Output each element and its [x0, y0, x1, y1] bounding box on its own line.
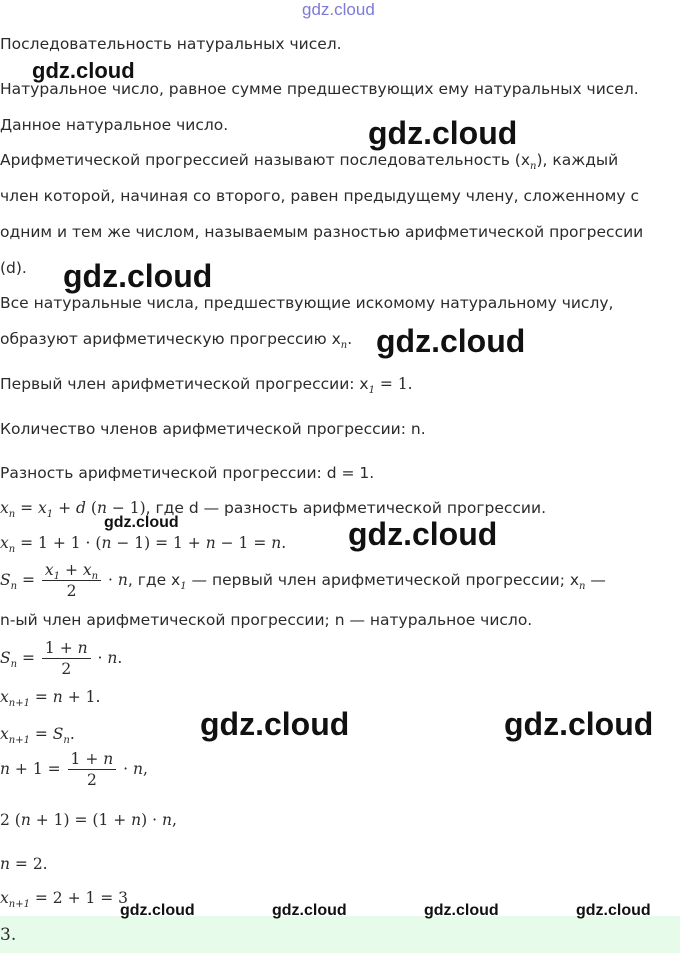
- watermark-logo: gdz.cloud: [376, 323, 526, 359]
- formula-equation: n + 1 = $\frac{1 + n}{2}$ · n,: [0, 750, 148, 789]
- formula-sn-substituted: $S_n$ = $\frac{1 + n}{2}$ · n.: [0, 639, 123, 678]
- line-progression-def-3: одним и тем же числом, называемым разностью арифметической прогрессии: [0, 223, 644, 241]
- line-count: Количество членов арифметической прогрессии: n.: [0, 420, 426, 438]
- line-sequence: Последовательность натуральных чисел.: [0, 35, 342, 53]
- watermark-logo: gdz.cloud: [200, 706, 350, 742]
- line-difference: Разность арифметической прогрессии: d = 1.: [0, 464, 375, 482]
- answer-box: [0, 916, 680, 953]
- watermark-logo: gdz.cloud: [272, 902, 347, 919]
- watermark-logo: gdz.cloud: [104, 514, 179, 531]
- formula-sn-general: $S_n$ = $\frac{x_1 + x_n}{2}$ · n, где $x_1$ — первый член арифметической прогрессии; $x_n$ —: [0, 561, 606, 600]
- answer-value: 3.: [0, 925, 17, 945]
- watermark-logo: gdz.cloud: [368, 115, 518, 151]
- watermark-logo: gdz.cloud: [32, 58, 135, 83]
- formula-xn-simplified: $x_n = 1 + 1 \cdot (n - 1) = 1 + n - 1 = n$.: [0, 534, 287, 555]
- formula-sn-explanation: n-ый член арифметической прогрессии; n — натуральное число.: [0, 611, 533, 629]
- formula-xn-general: $x_n = x_1 + d$ (n − 1), где d — разность арифметической прогрессии.: [0, 499, 547, 520]
- line-progression-def-1: Арифметической прогрессией называют последовательность $(x_n)$, каждый: [0, 151, 619, 172]
- watermark-logo: gdz.cloud: [504, 706, 654, 742]
- watermark-logo: gdz.cloud: [63, 258, 213, 294]
- line-all-numbers-1: Все натуральные числа, предшествующие искомому натуральному числу,: [0, 294, 614, 312]
- formula-equality: $x_{n+1} = S_n$.: [0, 725, 75, 746]
- watermark-logo: gdz.cloud: [576, 902, 651, 919]
- formula-multiplied: 2 (n + 1) = (1 + n) · n,: [0, 811, 177, 829]
- formula-next-term: $x_{n+1} = n + 1$.: [0, 688, 101, 709]
- watermark-logo: gdz.cloud: [120, 902, 195, 919]
- line-natural-number: Натуральное число, равное сумме предшествующих ему натуральных чисел.: [0, 80, 639, 98]
- line-progression-def-4: (d).: [0, 259, 27, 277]
- watermark-logo: gdz.cloud: [424, 902, 499, 919]
- line-given-number: Данное натуральное число.: [0, 116, 229, 134]
- watermark-logo: gdz.cloud: [302, 0, 375, 19]
- formula-result: $x_{n+1} = 2 + 1 = 3$: [0, 889, 129, 910]
- line-progression-def-2: член которой, начиная со второго, равен предыдущему члену, сложенному с: [0, 187, 639, 205]
- line-first-term: Первый член арифметической прогрессии: $x_1 = 1$.: [0, 375, 413, 396]
- line-all-numbers-2: образуют арифметическую прогрессию $x_n$.: [0, 330, 353, 351]
- formula-n-solution: n = 2.: [0, 855, 48, 873]
- watermark-logo: gdz.cloud: [348, 516, 498, 552]
